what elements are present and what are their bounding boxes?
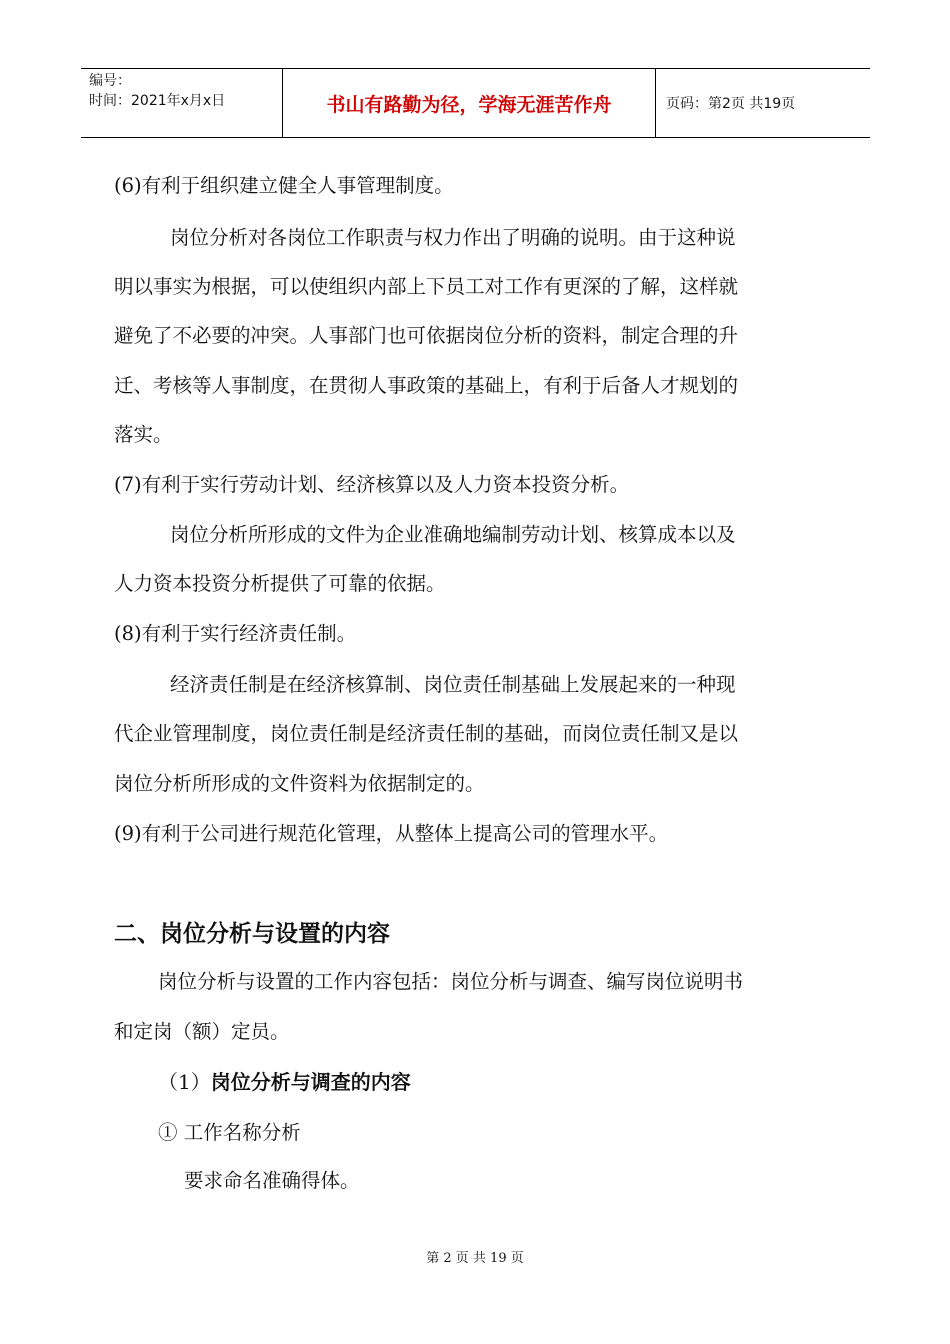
list-item-8: (8)有利于实行经济责任制。 bbox=[114, 622, 357, 645]
sub-heading-prefix: （1） bbox=[158, 1070, 211, 1094]
page-info: 页码：第2页 共19页 bbox=[666, 96, 796, 112]
paragraph-line: 经济责任制是在经济核算制、岗位责任制基础上发展起来的一种现 bbox=[170, 673, 736, 696]
paragraph-line: 岗位分析所形成的文件为企业准确地编制劳动计划、核算成本以及 bbox=[170, 523, 736, 546]
paragraph-line: 代企业管理制度，岗位责任制是经济责任制的基础，而岗位责任制又是以 bbox=[114, 722, 739, 745]
motto-text: 书山有路勤为径，学海无涯苦作舟 bbox=[326, 93, 612, 116]
paragraph-line: 迁、考核等人事制度，在贯彻人事政策的基础上，有利于后备人才规划的 bbox=[114, 374, 739, 397]
paragraph-line: 岗位分析与设置的工作内容包括：岗位分析与调查、编写岗位说明书 bbox=[158, 970, 744, 993]
list-item-7: (7)有利于实行劳动计划、经济核算以及人力资本投资分析。 bbox=[114, 473, 630, 496]
paragraph-line: 岗位分析所形成的文件资料为依据制定的。 bbox=[114, 772, 485, 795]
section-heading: 二、岗位分析与设置的内容 bbox=[114, 921, 390, 947]
page-footer: 第 2 页 共 19 页 bbox=[426, 1251, 524, 1266]
paragraph-line: 和定岗（额）定员。 bbox=[114, 1020, 290, 1043]
number-label: 编号： bbox=[89, 73, 131, 89]
list-item-6: (6)有利于组织建立健全人事管理制度。 bbox=[114, 174, 454, 197]
sub-heading bbox=[158, 1066, 411, 1095]
paragraph-line: 明以事实为根据，可以使组织内部上下员工对工作有更深的了解，这样就 bbox=[114, 275, 739, 298]
paragraph-line: 要求命名准确得体。 bbox=[184, 1169, 360, 1192]
header-motto-cell bbox=[283, 69, 655, 137]
paragraph-line: 避免了不必要的冲突。人事部门也可依据岗位分析的资料，制定合理的升 bbox=[114, 324, 739, 347]
paragraph-line: 人力资本投资分析提供了可靠的依据。 bbox=[114, 572, 446, 595]
header-meta bbox=[89, 71, 281, 139]
list-item-9: (9)有利于公司进行规范化管理，从整体上提高公司的管理水平。 bbox=[114, 822, 669, 845]
document-header bbox=[81, 68, 870, 138]
header-page-cell bbox=[656, 69, 870, 137]
paragraph-line: 落实。 bbox=[114, 423, 173, 446]
time-label: 时间：2021年x月x日 bbox=[89, 93, 226, 109]
paragraph-line: 岗位分析对各岗位工作职责与权力作出了明确的说明。由于这种说 bbox=[170, 226, 736, 249]
sub-heading-title: 岗位分析与调查的内容 bbox=[210, 1070, 411, 1094]
numbered-item: ① 工作名称分析 bbox=[158, 1121, 301, 1144]
